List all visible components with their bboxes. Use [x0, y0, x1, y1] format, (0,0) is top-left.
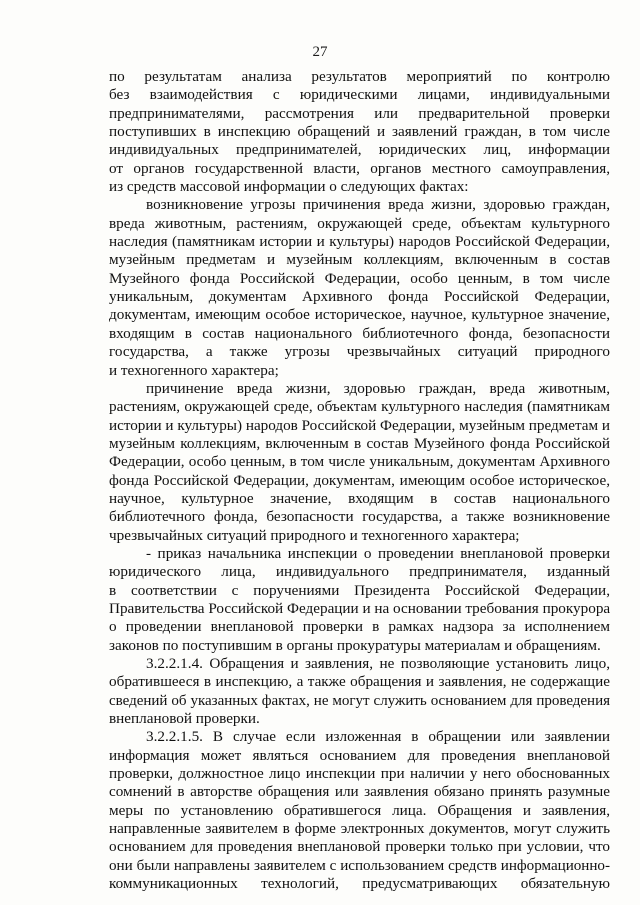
text-line: растениям, окружающей среде, объектам культурного наследия (памятникам	[109, 398, 610, 416]
text-line: чрезвычайных ситуаций природного и техногенного характера;	[109, 526, 520, 544]
text-line: документам, имеющим особое историческое, научное, культурное значение,	[109, 306, 610, 324]
text-line: научное, культурное значение, входящим в состав национального	[109, 489, 610, 507]
text-line: - приказ начальника инспекции о проведении внеплановой проверки	[146, 544, 610, 562]
text-line: по результатам анализа результатов мероприятий по контролю	[109, 68, 610, 85]
text-line: библиотечного фонда, безопасности государства, а также возникновение	[109, 508, 610, 526]
text-line: законов по поступившим в органы прокуратуры материалам и обращениям.	[109, 636, 601, 654]
text-line: поступивших в инспекцию обращений и заявлений граждан, в том числе	[109, 123, 610, 141]
text-line: от органов государственной власти, органов местного самоуправления,	[109, 159, 610, 177]
text-line: музейным предметам и музейным коллекциям, включенным в состав	[109, 251, 610, 269]
page-number: 27	[312, 44, 328, 60]
text-line: причинение вреда жизни, здоровью граждан, вреда животным,	[146, 379, 610, 397]
text-line: государства, а также угрозы чрезвычайных ситуаций природного	[109, 343, 610, 361]
text-line: внеплановой проверки.	[109, 710, 260, 728]
text-line: музейным коллекциям, включенным в состав Музейного фонда Российской	[109, 434, 610, 452]
text-line: Федерации, особо ценным, в том числе уникальным, документам Архивного	[109, 453, 610, 471]
text-line: Правительства Российской Федерации и на основании требования прокурора	[109, 599, 611, 617]
text-line: в соответствии с поручениями Президента Российской Федерации,	[109, 581, 610, 599]
text-line: сведений об указанных фактах, не могут служить основанием для проведения	[109, 692, 610, 709]
text-line: предпринимателями, рассмотрения или предварительной проверки	[109, 104, 610, 122]
text-line: фонда Российской Федерации, документам, имеющим особое историческое,	[109, 471, 610, 489]
text-line: информация может являться основанием для проведения внеплановой	[109, 746, 610, 764]
text-line: они были направлены заявителем с использованием средств информационно-	[109, 857, 610, 874]
text-line: вреда животным, растениям, окружающей среде, объектам культурного	[109, 214, 610, 232]
text-line: коммуникационных технологий, предусматривающих обязательную	[109, 875, 610, 893]
text-line: 3.2.2.1.5. В случае если изложенная в обращении или заявлении	[146, 728, 610, 746]
text-line: о проведении внеплановой проверки в рамках надзора за исполнением	[109, 618, 610, 636]
text-line: входящим в состав национального библиотечного фонда, безопасности	[109, 324, 610, 342]
text-line: сомнений в авторстве обращения или заявления обязано принять разумные	[109, 783, 610, 801]
text-line: возникновение угрозы причинения вреда жизни, здоровью граждан,	[146, 196, 610, 214]
text-line: основанием для проведения внеплановой проверки только при условии, что	[109, 838, 610, 856]
text-line: обратившееся в инспекцию, а также обращения и заявления, не содержащие	[109, 673, 610, 691]
text-line: из средств массовой информации о следующих фактах:	[109, 178, 469, 196]
text-line: 3.2.2.1.4. Обращения и заявления, не позволяющие установить лицо,	[146, 655, 610, 672]
text-line: индивидуальных предпринимателей, юридических лиц, информации	[109, 141, 610, 159]
text-line: наследия (памятникам истории и культуры) народов Российской Федерации,	[109, 233, 610, 251]
text-line: истории и культуры) народов Российской Федерации, музейным предметам и	[109, 416, 610, 434]
text-line: юридического лица, индивидуального предпринимателя, изданный	[109, 563, 610, 581]
text-line: меры по установлению обратившегося лица. Обращения и заявления,	[109, 801, 610, 819]
text-line: направленные заявителем в форме электронных документов, могут служить	[109, 820, 610, 838]
document-body	[109, 68, 610, 893]
text-line: Музейного фонда Российской Федерации, особо ценным, в том числе	[109, 269, 610, 287]
text-line: уникальным, документам Архивного фонда Российской Федерации,	[109, 288, 610, 306]
text-line: проверки, должностное лицо инспекции при наличии у него обоснованных	[109, 765, 610, 783]
text-line: без взаимодействия с юридическими лицами, индивидуальными	[109, 86, 610, 104]
text-line: и техногенного характера;	[109, 361, 279, 379]
